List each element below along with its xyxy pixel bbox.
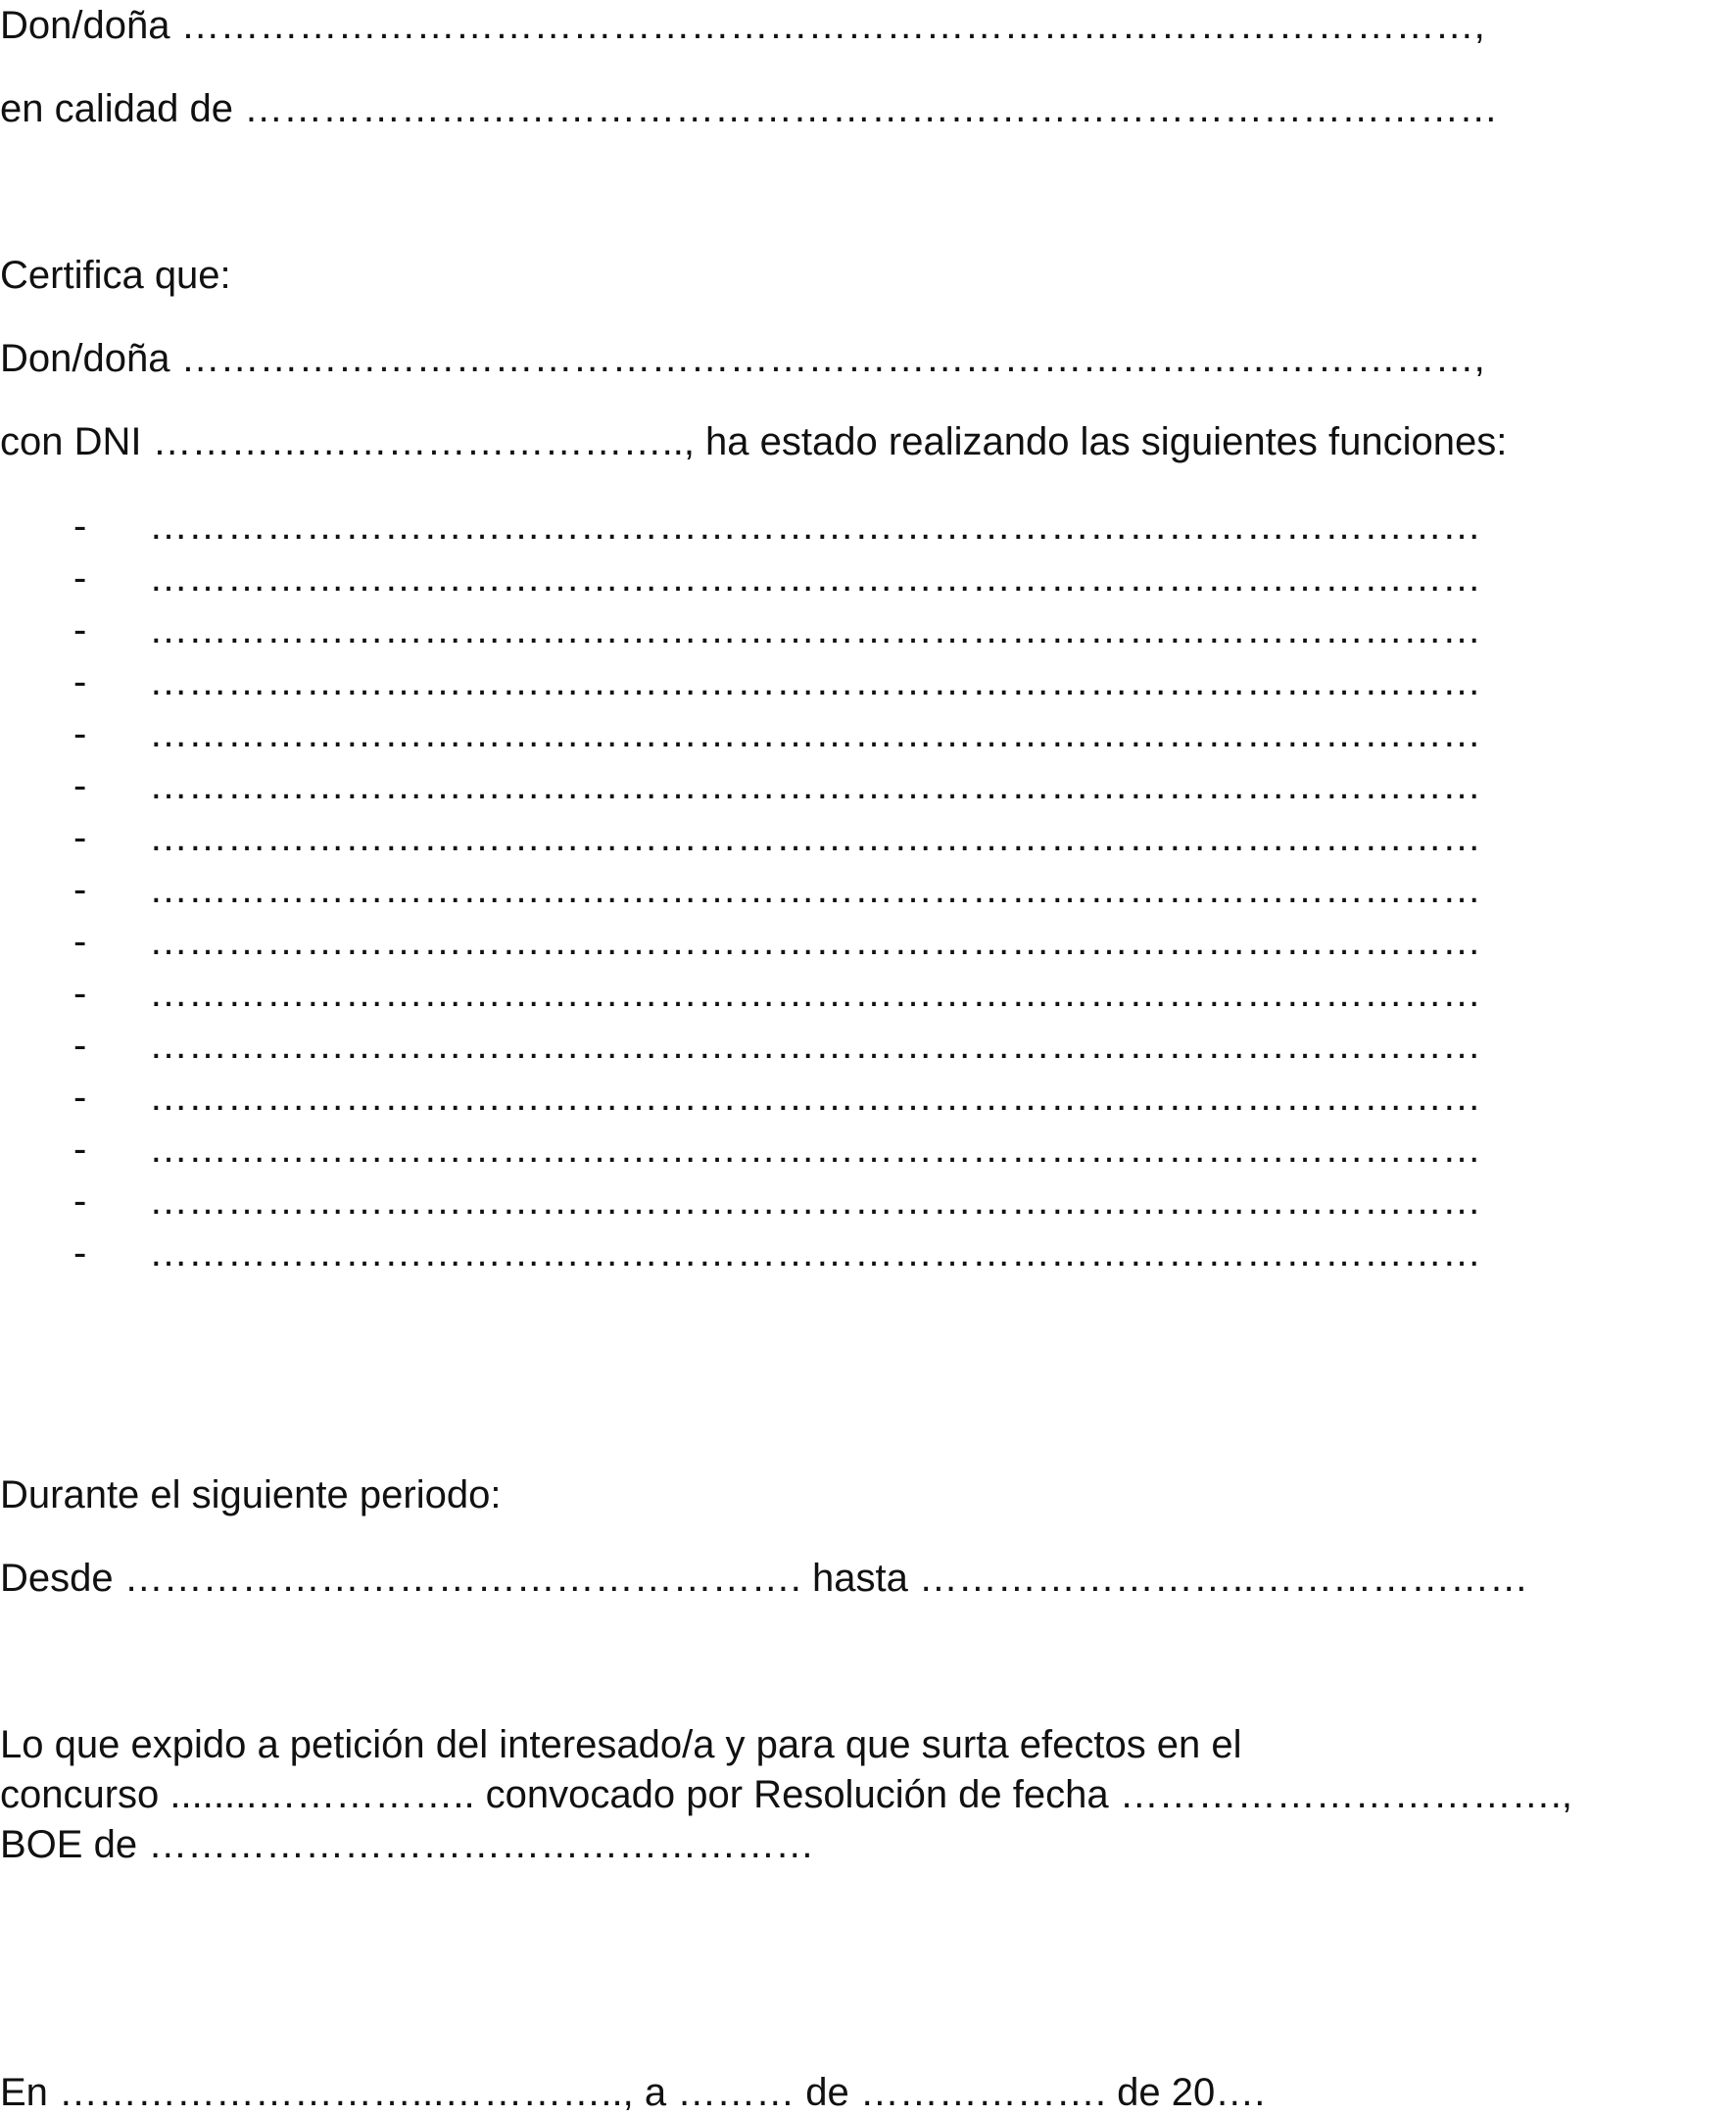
list-fill-line: ………………………………………………………………………………………… (149, 764, 1481, 807)
list-dash: - (73, 660, 87, 703)
list-dash: - (73, 712, 87, 755)
list-dash: - (73, 764, 87, 807)
firma-place-date-line: En ………………………...………….., a ……… de ………………. de 20…. (0, 2071, 1266, 2114)
certifica-heading: Certifica que: (0, 254, 231, 297)
list-dash: - (73, 556, 87, 600)
expido-line-2: concurso ........…………….. convocado por Resolución de fecha ……………………………., (0, 1773, 1572, 1816)
list-dash: - (73, 1231, 87, 1274)
certifica-name-line: Don/doña ………………………………………………………………………………………, (0, 337, 1485, 380)
list-fill-line: ………………………………………………………………………………………… (149, 868, 1481, 911)
expido-line-1: Lo que expido a petición del interesado/a y para que surta efectos en el (0, 1723, 1242, 1766)
list-dash: - (73, 972, 87, 1015)
header-name-line: Don/doña ………………………………………………………………………………………, (0, 4, 1485, 47)
list-dash: - (73, 1076, 87, 1119)
list-dash: - (73, 1024, 87, 1067)
list-dash: - (73, 920, 87, 963)
list-fill-line: ………………………………………………………………………………………… (149, 972, 1481, 1015)
list-fill-line: ………………………………………………………………………………………… (149, 1128, 1481, 1171)
periodo-heading: Durante el siguiente periodo: (0, 1473, 502, 1516)
list-fill-line: ………………………………………………………………………………………… (149, 556, 1481, 600)
certifica-dni-line: con DNI ………………………………….., ha estado realizando las siguientes funciones: (0, 420, 1508, 463)
list-dash: - (73, 1128, 87, 1171)
list-fill-line: ………………………………………………………………………………………… (149, 1076, 1481, 1119)
list-fill-line: ………………………………………………………………………………………… (149, 505, 1481, 548)
list-fill-line: ………………………………………………………………………………………… (149, 660, 1481, 703)
periodo-range-line: Desde ……………………………………………. hasta ……………………..………………… (0, 1557, 1529, 1600)
list-fill-line: ………………………………………………………………………………………… (149, 1231, 1481, 1274)
expido-line-3: BOE de …………………………………………… (0, 1823, 815, 1866)
list-fill-line: ………………………………………………………………………………………… (149, 1179, 1481, 1223)
list-dash: - (73, 505, 87, 548)
list-dash: - (73, 608, 87, 651)
header-role-line: en calidad de …………………………………………………………………………………… (0, 87, 1499, 130)
list-fill-line: ………………………………………………………………………………………… (149, 920, 1481, 963)
list-fill-line: ………………………………………………………………………………………… (149, 816, 1481, 859)
list-dash: - (73, 1179, 87, 1223)
list-fill-line: ………………………………………………………………………………………… (149, 608, 1481, 651)
list-fill-line: ………………………………………………………………………………………… (149, 712, 1481, 755)
list-dash: - (73, 816, 87, 859)
list-dash: - (73, 868, 87, 911)
list-fill-line: ………………………………………………………………………………………… (149, 1024, 1481, 1067)
